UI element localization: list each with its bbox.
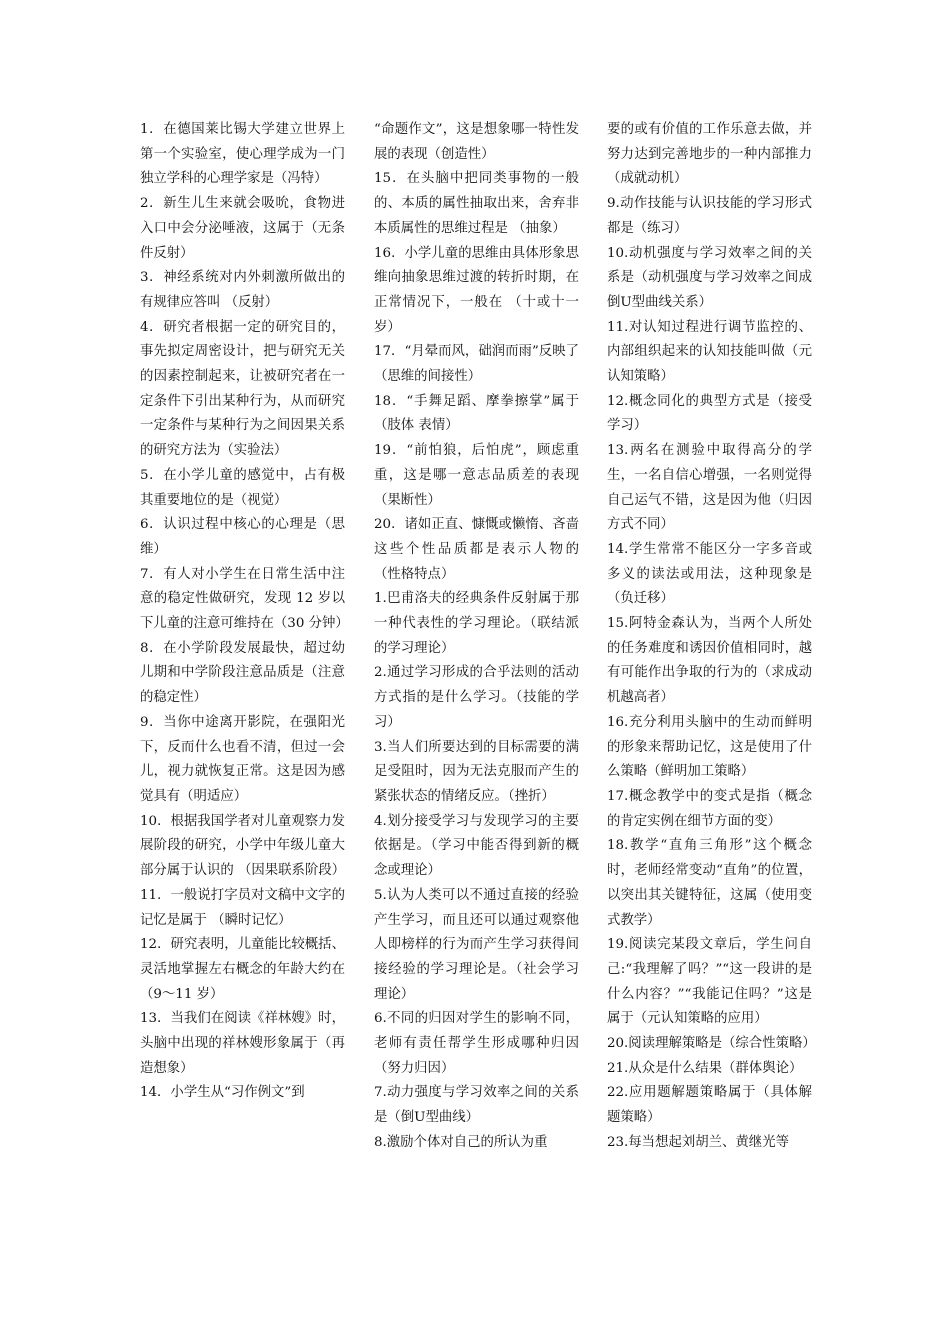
question-item: 要的或有价值的工作乐意去做，并努力达到完善地步的一种内部推力（成就动机） bbox=[607, 122, 812, 187]
question-item: 1．在德国莱比锡大学建立世界上第一个实验室，使心理学成为一门独立学科的心理学家是（冯特） bbox=[140, 122, 345, 187]
question-item: 13.两名在测验中取得高分的学生，一名自信心增强，一名则觉得自己运气不错，这是因为他（归因方式不同） bbox=[607, 443, 812, 533]
question-item: 5．在小学儿童的感觉中，占有极其重要地位的是（视觉） bbox=[140, 467, 345, 508]
question-item: 11．一般说打字员对文稿中文字的记忆是属于 （瞬时记忆） bbox=[140, 887, 345, 928]
question-item: 16．小学儿童的思维由具体形象思维向抽象思维过渡的转折时期，在正常情况下，一般在 （十或十一岁） bbox=[374, 245, 579, 335]
question-item: 14.学生常常不能区分一字多音或多义的读法或用法，这种现象是（负迁移） bbox=[607, 541, 812, 607]
question-item: 7．有人对小学生在日常生活中注意的稳定性做研究，发现 12 岁以下儿童的注意可维持在（30 分钟） bbox=[140, 566, 349, 632]
question-item: 9.动作技能与认识技能的学习形式都是（练习） bbox=[607, 196, 812, 236]
question-item: 4.划分接受学习与发现学习的主要依据是。（学习中能否得到新的概念或理论） bbox=[374, 813, 579, 879]
question-item: 18．“手舞足蹈、摩拳擦掌”属于 （肢体 表情） bbox=[374, 393, 579, 434]
question-item: 20.阅读理解策略是（综合性策略） bbox=[607, 1036, 816, 1052]
question-item: 17.概念教学中的变式是指（概念的肯定实例在细节方面的变） bbox=[607, 788, 812, 829]
text-column-1 bbox=[140, 118, 349, 1106]
question-item: 10.动机强度与学习效率之间的关系是（动机强度与学习效率之间成倒U型曲线关系） bbox=[607, 245, 812, 310]
question-item: 13．当我们在阅读《祥林嫂》时，头脑中出现的祥林嫂形象属于（再造想象） bbox=[140, 1011, 345, 1076]
question-item: 19．“前怕狼，后怕虎”，顾虑重重，这是哪一意志品质差的表现（果断性） bbox=[374, 443, 579, 508]
question-item: 16.充分利用头脑中的生动而鲜明的形象来帮助记忆，这是使用了什么策略（鲜明加工策略） bbox=[607, 714, 812, 780]
question-item: 23.每当想起刘胡兰、黄继光等 bbox=[607, 1134, 789, 1150]
question-item: 8.激励个体对自己的所认为重 bbox=[374, 1134, 548, 1150]
question-item: 15．在头脑中把同类事物的一般的、本质的属性抽取出来，舍弃非本质属性的思维过程是 （抽象） bbox=[374, 171, 579, 236]
question-item: 5.认为人类可以不通过直接的经验产生学习，而且还可以通过观察他人即榜样的行为而产生学习获得间接经验的学习理论是。（社会学习理论） bbox=[374, 887, 579, 1002]
question-item: 3．神经系统对内外刺激所做出的有规律应答叫 （反射） bbox=[140, 270, 345, 310]
question-item: 8．在小学阶段发展最快，超过幼儿期和中学阶段注意品质是（注意的稳定性） bbox=[140, 640, 345, 706]
question-item: 1.巴甫洛夫的经典条件反射属于那一种代表性的学习理论。（联结派的学习理论） bbox=[374, 591, 579, 656]
text-column-2 bbox=[374, 118, 579, 1156]
question-item: 11.对认知过程进行调节监控的、内部组织起来的认知技能叫做（元认知策略） bbox=[607, 319, 812, 385]
question-item: 2.通过学习形成的合乎法则的活动方式指的是什么学习。（技能的学习） bbox=[374, 665, 579, 730]
question-item: 10．根据我国学者对儿童观察力发展阶段的研究，小学中年级儿童大部分属于认识的 （因果联系阶段） bbox=[140, 813, 346, 879]
text-column-3 bbox=[607, 118, 816, 1156]
question-item: 18.教学“直角三角形”这个概念时，老师经常变动“直角”的位置，以突出其关键特征，这属（使用变式教学） bbox=[607, 838, 812, 928]
question-item: 21.从众是什么结果（群体舆论） bbox=[607, 1060, 803, 1076]
question-item: 12．研究表明，儿童能比较概括、灵活地掌握左右概念的年龄大约在（9～11 岁） bbox=[140, 937, 345, 1002]
question-item: 17．“月晕而风，础润而雨”反映了 （思维的间接性） bbox=[374, 344, 579, 385]
question-item: 6．认识过程中核心的心理是（思维） bbox=[140, 517, 345, 557]
question-item: 19.阅读完某段文章后，学生问自己:“我理解了吗？”“这一段讲的是什么内容？”“我能记住吗？”这是属于（元认知策略的应用） bbox=[607, 937, 812, 1027]
question-item: 15.阿特金森认为，当两个人所处的任务难度和诱因价值相同时，越有可能作出争取的行为的（求成动机越高者） bbox=[607, 616, 812, 706]
question-item: 3.当人们所要达到的目标需要的满足受阻时，因为无法克服而产生的紧张状态的情绪反应。（挫折） bbox=[374, 739, 579, 804]
question-item: “命题作文”，这是想象哪一特性发展的表现（创造性） bbox=[374, 122, 579, 162]
question-item: 12.概念同化的典型方式是（接受学习） bbox=[607, 393, 812, 434]
question-item: 2．新生儿生来就会吸吮，食物进入口中会分泌唾液，这属于（无条件反射） bbox=[140, 196, 345, 261]
question-item: 9．当你中途离开影院，在强阳光下，反而什么也看不清，但过一会儿，视力就恢复正常。这是因为感觉具有（明适应） bbox=[140, 714, 345, 804]
question-item: 6.不同的归因对学生的影响不同，老师有责任帮学生形成哪种归因（努力归因） bbox=[374, 1011, 579, 1076]
question-item: 14．小学生从“习作例文”到 bbox=[140, 1085, 305, 1101]
question-item: 4．研究者根据一定的研究目的，事先拟定周密设计，把与研究无关的因素控制起来，让被研究者在一定条件下引出某种行为，从而研究一定条件与某种行为之间因果关系的研究方法为（实验法） bbox=[140, 319, 345, 459]
question-item: 22.应用题解题策略属于（具体解题策略） bbox=[607, 1085, 812, 1126]
question-item: 7.动力强度与学习效率之间的关系是（倒U型曲线） bbox=[374, 1085, 579, 1126]
question-item: 20．诸如正直、慷慨或懒惰、吝啬这些个性品质都是表示人物的 （性格特点） bbox=[374, 517, 579, 582]
